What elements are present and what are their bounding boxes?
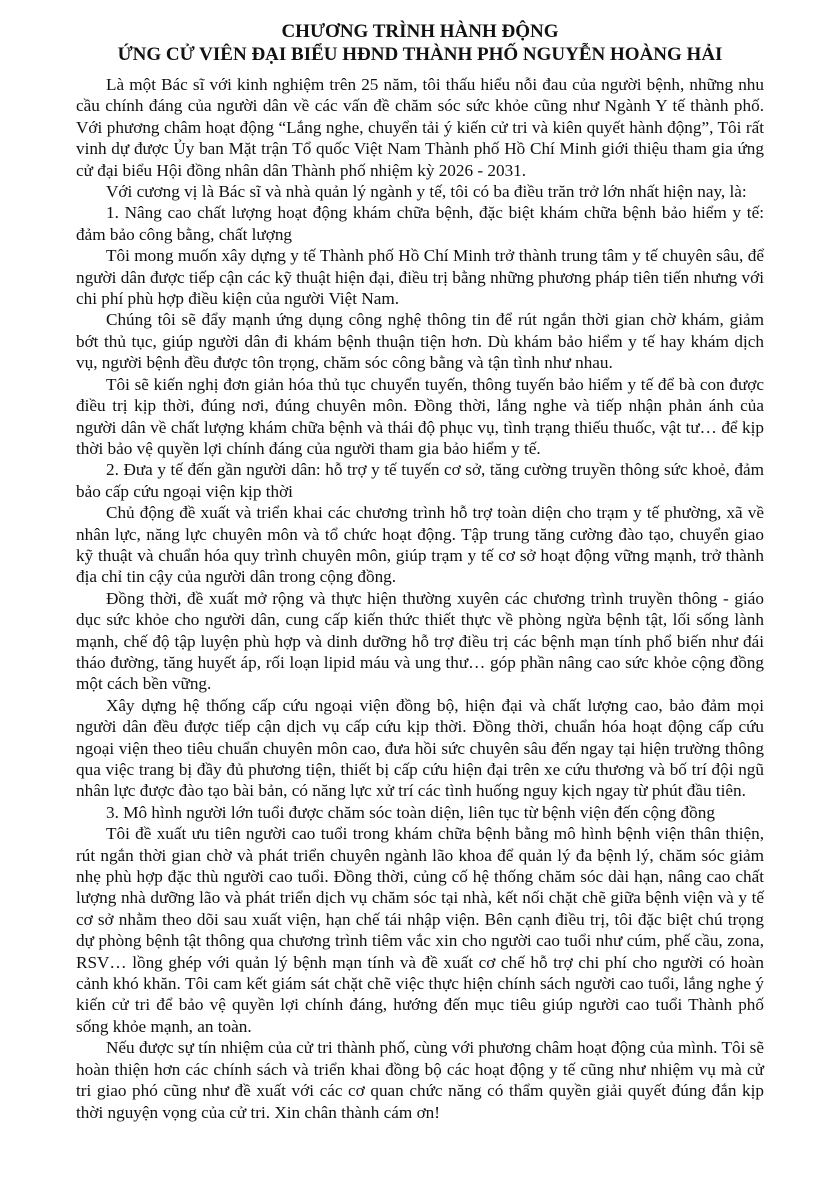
section-2-heading: 2. Đưa y tế đến gần người dân: hỗ trợ y tế tuyến cơ sở, tăng cường truyền thông sức khoẻ, đảm bảo cấp cứu ngoại viện kịp thời [76,460,764,501]
section-3-heading: 3. Mô hình người lớn tuổi được chăm sóc toàn diện, liên tục từ bệnh viện đến cộng đồng [106,802,715,822]
body-paragraph: Tôi sẽ kiến nghị đơn giản hóa thủ tục chuyển tuyến, thông tuyến bảo hiểm y tế để bà con được điều trị kịp thời, đúng nơi, đúng chuyên môn. Đồng thời, lắng nghe và tiếp nhận phản ánh của người dân về chất lượng khám chữa bệnh và thái độ phục vụ, tình trạng thiếu thuốc, vật tư… để kịp thời bảo vệ quyền lợi chính đáng của người tham gia bảo hiểm y tế. [76,374,764,458]
concerns-intro-paragraph: Với cương vị là Bác sĩ và nhà quản lý ngành y tế, tôi có ba điều trăn trở lớn nhất hiện nay, là: [106,182,747,202]
body-paragraph: Đồng thời, đề xuất mở rộng và thực hiện thường xuyên các chương trình truyền thông - giáo dục sức khỏe cho người dân, cung cấp kiến thức thiết thực về phòng ngừa bệnh tật, lối sống lành mạnh, chế độ tập luyện phù hợp và dinh dưỡng hỗ trợ điều trị các bệnh mạn tính phổ biến như đái tháo đường, tăng huyết áp, rối loạn lipid máu và ung thư… góp phần nâng cao sức khỏe cộng đồng một cách bền vững. [76,588,764,694]
body-paragraph: Chủ động đề xuất và triển khai các chương trình hỗ trợ toàn diện cho trạm y tế phường, xã về nhân lực, năng lực chuyên môn và tổ chức hoạt động. Tập trung tăng cường đào tạo, chuyển giao kỹ thuật và chuẩn hóa quy trình chuyên môn, giúp trạm y tế cơ sở hoạt động vững mạnh, trở thành địa chỉ tin cậy của người dân trong cộng đồng. [76,503,764,587]
body-paragraph: Xây dựng hệ thống cấp cứu ngoại viện đồng bộ, hiện đại và chất lượng cao, bảo đảm mọi người dân đều được tiếp cận dịch vụ cấp cứu kịp thời. Đồng thời, chuẩn hóa hoạt động cấp cứu ngoại viện theo tiêu chuẩn chuyên môn cao, đưa hồi sức chuyên sâu đến ngay tại hiện trường thông qua việc trang bị đầy đủ phương tiện, thiết bị cấp cứu hiện đại trên xe cứu thương và bố trí đội ngũ nhân lực được đào tạo bài bản, có năng lực xử trí các tình huống nguy kịch ngay từ phút đầu tiên. [76,695,764,801]
intro-paragraph: Là một Bác sĩ với kinh nghiệm trên 25 năm, tôi thấu hiểu nỗi đau của người bệnh, những nhu cầu chính đáng của người dân về các vấn đề chăm sóc sức khỏe cũng như Ngành Y tế thành phố. Với phương châm hoạt động “Lắng nghe, chuyển tải ý kiến cử tri và kiên quyết hành động”, Tôi rất vinh dự được Ủy ban Mặt trận Tổ quốc Việt Nam Thành phố Hồ Chí Minh giới thiệu tham gia ứng cử đại biểu Hội đồng nhân dân Thành phố nhiệm kỳ 2026 - 2031. [76,75,764,180]
body-paragraph: Tôi mong muốn xây dựng y tế Thành phố Hồ Chí Minh trở thành trung tâm y tế chuyên sâu, để người dân được tiếp cận các kỹ thuật hiện đại, điều trị bằng những phương pháp tiên tiến nhưng với chi phí phù hợp điều kiện của người Việt Nam. [76,246,764,309]
body-paragraph: Chúng tôi sẽ đẩy mạnh ứng dụng công nghệ thông tin để rút ngắn thời gian chờ khám, giảm bớt thủ tục, giúp người dân đi khám bệnh thuận tiện hơn. Dù khám bảo hiểm y tế hay khám dịch vụ, người bệnh đều được tôn trọng, chăm sóc công bằng và tận tình như nhau. [76,310,764,373]
document-title-line-1: CHƯƠNG TRÌNH HÀNH ĐỘNG [281,21,559,42]
document-title-line-2: ỨNG CỬ VIÊN ĐẠI BIỂU HĐND THÀNH PHỐ NGUYỄN HOÀNG HẢI [117,44,723,65]
closing-paragraph: Nếu được sự tín nhiệm của cử tri thành phố, cùng với phương châm hoạt động của mình. Tôi sẽ hoàn thiện hơn các chính sách và triển khai đồng bộ các hoạt động y tế cũng như nhiệm vụ mà cử tri giao phó cũng như đề xuất với các cơ quan chức năng có thẩm quyền giải quyết đúng đắn kịp thời nguyện vọng của cử tri. Xin chân thành cám ơn! [76,1038,764,1122]
body-paragraph: Tôi đề xuất ưu tiên người cao tuổi trong khám chữa bệnh bằng mô hình bệnh viện thân thiện, rút ngắn thời gian chờ và phát triển chuyên ngành lão khoa để quản lý đa bệnh lý, chăm sóc giảm nhẹ phù hợp đặc thù người cao tuổi. Đồng thời, củng cố hệ thống chăm sóc dài hạn, nâng cao chất lượng nhà dưỡng lão và phát triển dịch vụ chăm sóc tại nhà, kết nối chặt chẽ giữa bệnh viện và y tế cơ sở nhằm theo dõi sau xuất viện, hạn chế tái nhập viện. Bên cạnh điều trị, tôi đặc biệt chú trọng dự phòng bệnh tật thông qua chương trình tiêm vắc xin cho người cao tuổi như cúm, phế cầu, zona, RSV… lồng ghép với quản lý bệnh mạn tính và đề xuất cơ chế hỗ trợ chi phí cho người có hoàn cảnh khó khăn. Tôi cam kết giám sát chặt chẽ việc thực hiện chính sách người cao tuổi, lắng nghe ý kiến cử tri để bảo vệ quyền lợi chính đáng, hướng đến mục tiêu giúp người cao tuổi Thành phố sống khỏe mạnh, an toàn. [76,824,764,1036]
section-1-heading: 1. Nâng cao chất lượng hoạt động khám chữa bệnh, đặc biệt khám chữa bệnh bảo hiểm y tế: đảm bảo công bằng, chất lượng [76,203,764,244]
